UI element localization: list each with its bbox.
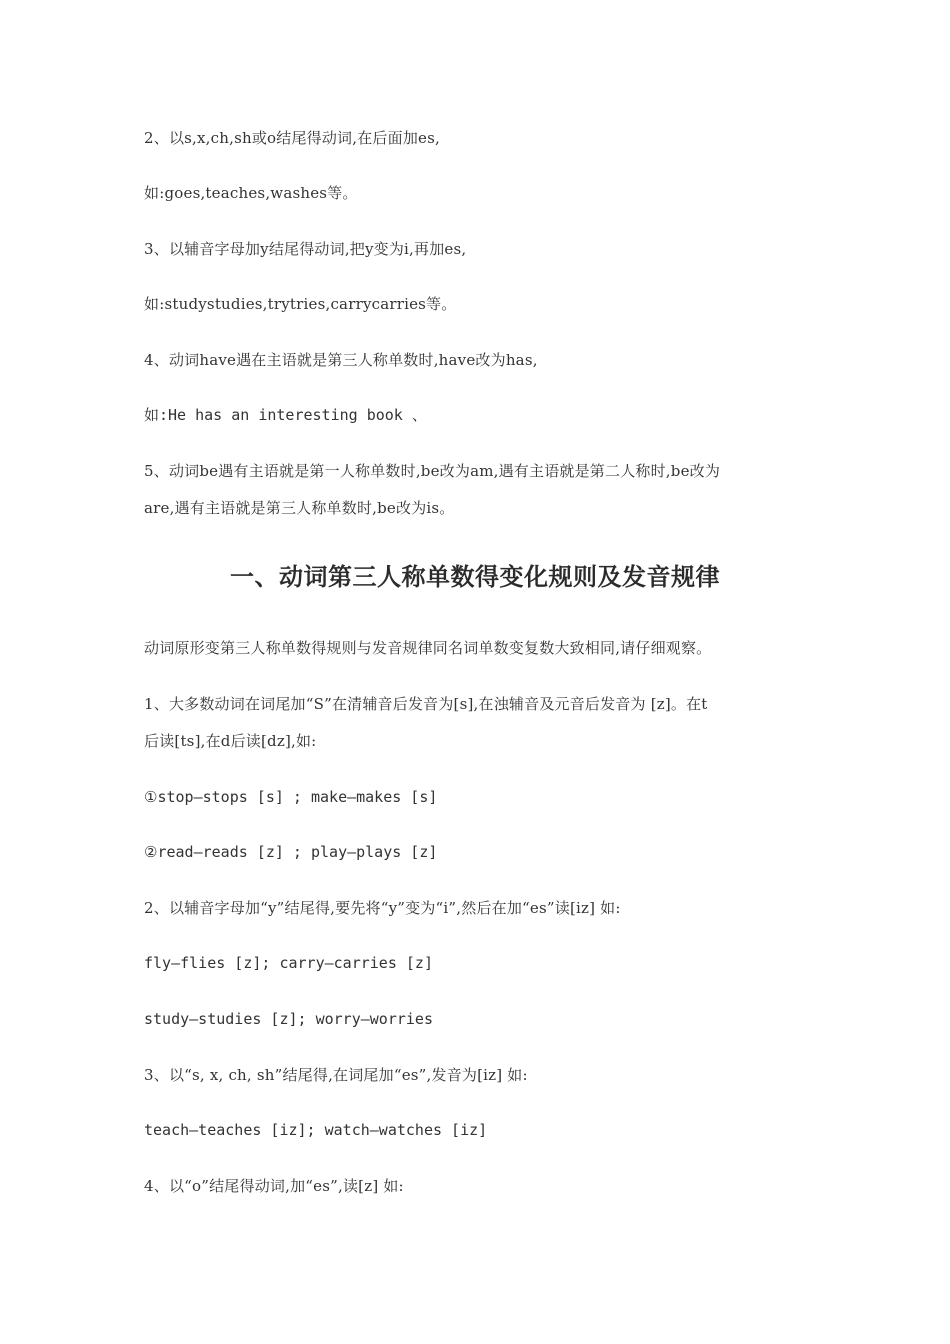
rule-4-text: 4、动词have遇在主语就是第三人称单数时,have改为has, bbox=[144, 351, 538, 369]
example-stops-makes: ①stop—stops [s] ; make—makes [s] bbox=[144, 788, 438, 806]
example-teaches-watches: teach—teaches [iz]; watch—watches [iz] bbox=[144, 1121, 488, 1139]
rule-5-text-line1: 5、动词be遇有主语就是第一人称单数时,be改为am,遇有主语就是第二人称时,be改为 bbox=[144, 462, 721, 480]
rule-3-text: 3、以辅音字母加y结尾得动词,把y变为i,再加es, bbox=[144, 240, 467, 258]
rule-2-y-ending-text: 2、以辅音字母加“y”结尾得,要先将“y”变为“i”,然后在加“es”读[iz] 如: bbox=[144, 899, 621, 917]
rule-3-example: 如:studystudies,trytries,carrycarries等。 bbox=[144, 295, 457, 313]
rule-1-text-line2: 后读[ts],在d后读[dz],如: bbox=[144, 732, 317, 750]
section-intro: 动词原形变第三人称单数得规则与发音规律同名词单数变复数大致相同,请仔细观察。 bbox=[144, 639, 712, 657]
example-studies-worries: study—studies [z]; worry—worries bbox=[144, 1010, 433, 1028]
rule-2-example: 如:goes,teaches,washes等。 bbox=[144, 184, 358, 202]
rule-1-text-line1: 1、大多数动词在词尾加“S”在清辅音后发音为[s],在浊辅音及元音后发音为 [z]。在t bbox=[144, 695, 708, 713]
rule-4-example: 如:He has an interesting book 、 bbox=[144, 406, 427, 424]
rule-3-sibilant-text: 3、以“s, x, ch, sh”结尾得,在词尾加“es”,发音为[iz] 如: bbox=[144, 1066, 528, 1084]
rule-4-o-ending-text: 4、以“o”结尾得动词,加“es”,读[z] 如: bbox=[144, 1177, 404, 1195]
example-flies-carries: fly—flies [z]; carry—carries [z] bbox=[144, 954, 433, 972]
example-reads-plays: ②read—reads [z] ; play—plays [z] bbox=[144, 843, 438, 861]
rule-5-text-line2: are,遇有主语就是第三人称单数时,be改为is。 bbox=[144, 499, 455, 517]
section-heading: 一、动词第三人称单数得变化规则及发音规律 bbox=[230, 563, 720, 591]
rule-2-text: 2、以s,x,ch,sh或o结尾得动词,在后面加es, bbox=[144, 129, 440, 147]
